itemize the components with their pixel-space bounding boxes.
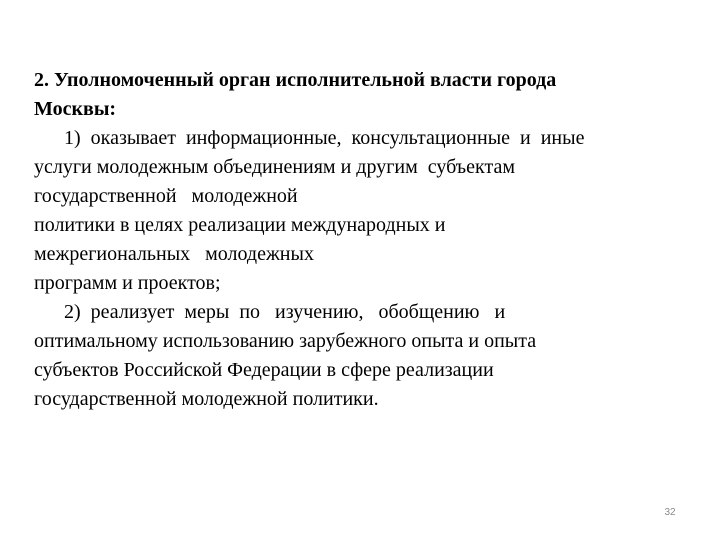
slide-text (34, 66, 694, 414)
heading-line-2: Москвы: (34, 98, 117, 120)
item-1-line-5: межрегиональных молодежных (34, 243, 314, 265)
item-2-line-4: государственной молодежной политики. (34, 388, 379, 410)
slide-number: 32 (664, 507, 676, 518)
heading-line-1: 2. Уполномоченный орган исполнительной власти города (34, 69, 557, 91)
item-2-line-3: субъектов Российской Федерации в сфере реализации (34, 359, 494, 381)
item-1-line-6: программ и проектов; (34, 272, 221, 294)
item-2-line-1: 2) реализует меры по изучению, обобщению и (64, 301, 506, 323)
item-1-line-2: услуги молодежным объединениям и другим субъектам (34, 156, 515, 178)
item-1-line-1: 1) оказывает информационные, консультационные и иные (64, 127, 585, 149)
item-1-line-3: государственной молодежной (34, 185, 298, 207)
item-2-line-2: оптимальному использованию зарубежного опыта и опыта (34, 330, 537, 352)
item-1-line-4: политики в целях реализации международных и (34, 214, 446, 236)
